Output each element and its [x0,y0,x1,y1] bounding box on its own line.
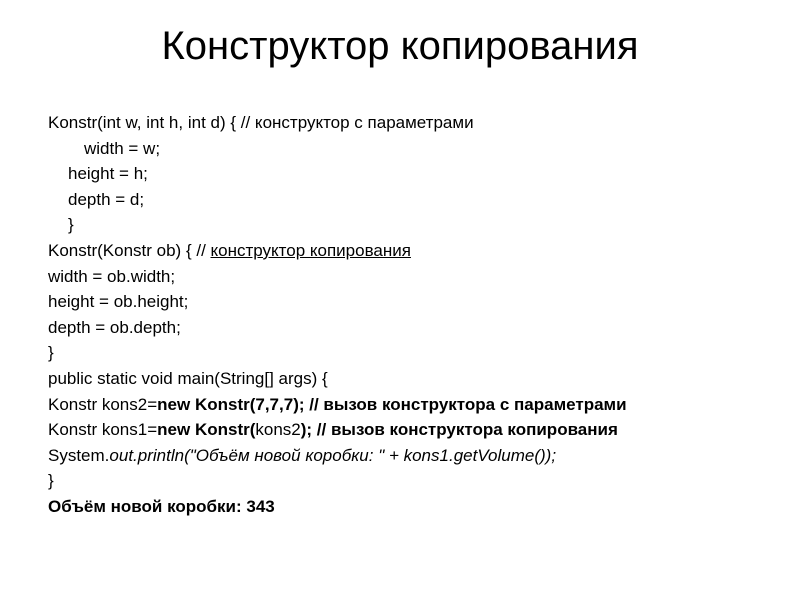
code-line-main: public static void main(String[] args) { [48,368,328,388]
code-line-kons2 [48,392,748,418]
code-line-copy-constructor [48,238,748,264]
code-line-copy-depth: depth = ob.depth; [48,317,181,337]
code-text: Konstr(int w, int h, int d) { [48,113,241,132]
code-text-italic: out.println("Объём новой коробки: " + kons1.getVolume()); [109,445,557,465]
code-line-kons1 [48,417,748,443]
code-text: System. [48,445,110,465]
code-text-bold: new Konstr(7,7,7); // вызов конструктора с параметрами [157,394,627,414]
slide-title: Конструктор копирования [161,24,639,68]
code-line-copy-width: width = ob.width; [48,266,176,286]
code-text: Konstr kons1= [48,420,158,440]
code-comment: // конструктор с параметрами [240,113,474,132]
code-line-width: width = w; [84,138,161,158]
code-text-bold: ); // вызов конструктора копирования [300,420,618,440]
code-line-close-brace: } [48,343,54,363]
code-comment-underlined: конструктор копирования [210,240,411,260]
code-line-copy-height: height = ob.height; [48,292,189,312]
code-line-println [48,443,748,469]
code-listing [48,110,748,520]
code-line-depth: depth = d; [68,189,145,209]
code-line-constructor-params [48,110,748,136]
code-text: Konstr(Konstr ob) { // [48,240,211,260]
code-line-close-brace: } [68,215,74,235]
program-output: Объём новой коробки: 343 [48,496,275,516]
code-text-bold: new Konstr( [157,420,256,440]
code-text: kons2 [255,420,301,440]
code-text: Konstr kons2= [48,394,158,414]
code-line-height: height = h; [68,164,148,184]
code-line-close-brace: } [48,471,54,491]
